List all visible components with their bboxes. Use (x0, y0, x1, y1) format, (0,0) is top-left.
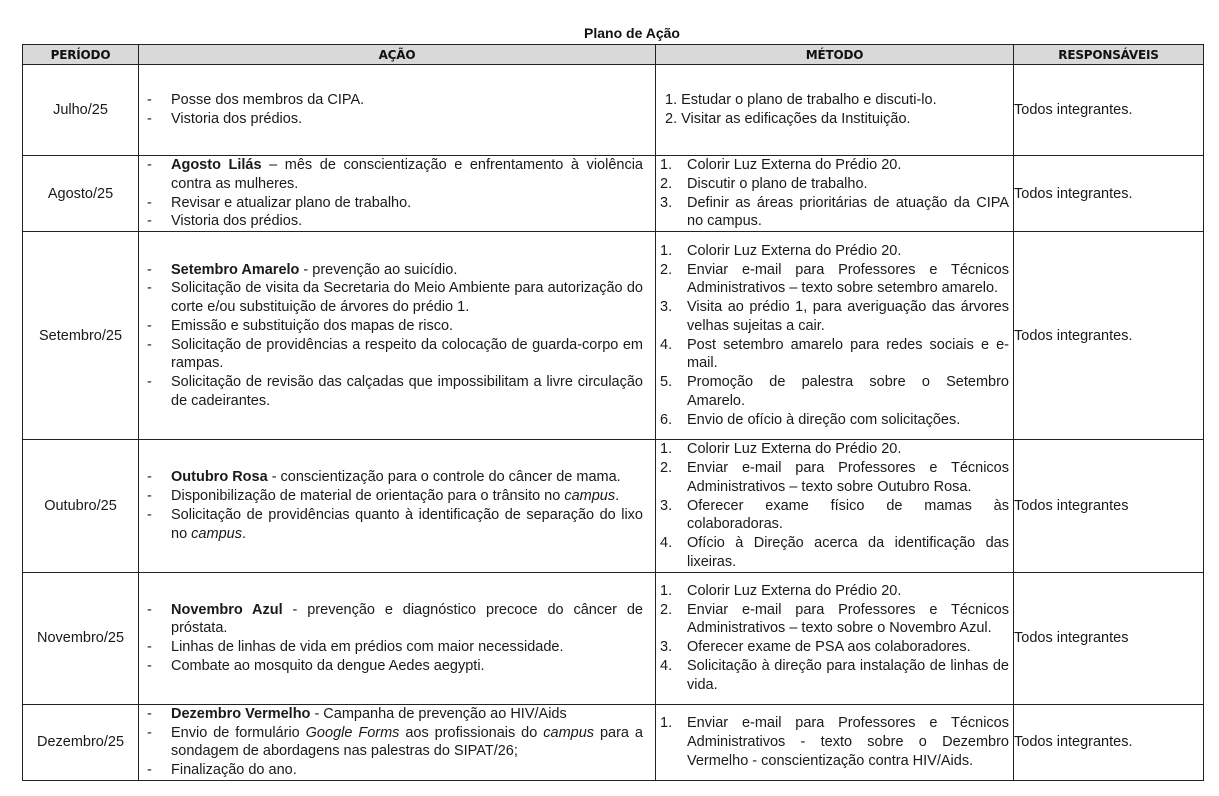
method-item (659, 373, 1009, 411)
action-text: - Campanha de prevenção ao HIV/Aids (310, 705, 567, 722)
period-cell: Novembro/25 (23, 572, 139, 704)
responsible-cell: Todos integrantes. (1014, 232, 1204, 440)
method-number: 2. (660, 459, 673, 476)
table-row (23, 65, 1204, 156)
method-text: Solicitação à direção para instalação de linhas de vida. (687, 658, 1009, 693)
method-list (656, 91, 1013, 129)
header-acao: AÇÃO (139, 45, 656, 65)
method-list (656, 714, 1013, 770)
method-text: Enviar e-mail para Professores e Técnicos Administrativos – texto sobre o Novembro Azul. (687, 601, 1009, 637)
action-item (143, 336, 643, 374)
action-text: Finalização do ano. (171, 762, 297, 779)
dash-bullet-icon: - (147, 111, 152, 127)
method-text: Post setembro amarelo para redes sociais e e-mail. (687, 336, 1009, 372)
dash-bullet-icon: - (147, 705, 152, 722)
method-item (659, 459, 1009, 497)
table-row (23, 232, 1204, 440)
responsible-cell: Todos integrantes. (1014, 65, 1204, 156)
action-item (143, 601, 643, 639)
action-item (143, 705, 643, 724)
action-item (143, 194, 643, 213)
responsible-cell: Todos integrantes (1014, 572, 1204, 704)
dash-bullet-icon: - (147, 488, 152, 505)
method-item (659, 194, 1009, 232)
responsible-cell: Todos integrantes (1014, 440, 1204, 573)
method-text: Enviar e-mail para Professores e Técnicos Administrativos – texto sobre setembro amarelo. (687, 261, 1009, 297)
method-text: Definir as áreas prioritárias de atuação da CIPA no campus. (687, 194, 1009, 230)
action-list (139, 261, 655, 411)
campaign-name: Outubro Rosa (171, 469, 268, 486)
action-text-tail: aos profissionais do (399, 724, 544, 741)
method-text: Envio de ofício à direção com solicitações. (687, 411, 961, 428)
action-text: Vistoria dos prédios. (171, 213, 303, 230)
action-text: Revisar e atualizar plano de trabalho. (171, 194, 412, 211)
action-text: Posse dos membros da CIPA. (171, 92, 365, 109)
method-text: Visita ao prédio 1, para averiguação das árvores velhas sujeitas a cair. (687, 299, 1009, 334)
action-text: Solicitação de providências quanto à identificação de separação do lixo no (171, 506, 643, 542)
campaign-name: Novembro Azul (171, 601, 283, 618)
responsible-cell: Todos integrantes. (1014, 156, 1204, 232)
method-text: Estudar o plano de trabalho e discuti-lo. (681, 92, 937, 109)
header-metodo: MÉTODO (656, 45, 1014, 65)
action-text: - prevenção e diagnóstico precoce do câncer de próstata. (171, 601, 643, 637)
method-item (659, 298, 1009, 336)
method-text: Enviar e-mail para Professores e Técnicos Administrativos - texto sobre o Dezembro Vermelho - conscientização contra HIV/Aids. (687, 715, 1009, 769)
action-cell (139, 704, 656, 780)
action-text-tail: . (615, 488, 620, 505)
table-row (23, 156, 1204, 232)
action-plan-table (22, 44, 1204, 781)
method-list (656, 440, 1013, 572)
method-number: 1. (665, 92, 678, 109)
table-row (23, 440, 1204, 573)
period-cell: Julho/25 (23, 65, 139, 156)
dash-bullet-icon: - (147, 194, 152, 211)
dash-bullet-icon: - (147, 213, 152, 230)
action-item (143, 761, 643, 780)
method-text: Enviar e-mail para Professores e Técnicos Administrativos – texto sobre Outubro Rosa. (687, 459, 1009, 495)
method-item (659, 242, 1009, 261)
action-italic-term: campus (543, 724, 595, 741)
method-cell (656, 65, 1014, 156)
dash-bullet-icon: - (147, 92, 152, 109)
method-number: 4. (660, 336, 673, 353)
action-text: Combate ao mosquito da dengue Aedes aegypti. (171, 658, 485, 675)
action-italic-term: Google Forms (305, 724, 400, 741)
action-text: - prevenção ao suicídio. (299, 261, 458, 278)
dash-bullet-icon: - (147, 317, 152, 334)
method-text: Ofício à Direção acerca da identificação das lixeiras. (687, 535, 1009, 570)
method-item (665, 91, 1013, 110)
method-item (659, 411, 1009, 430)
method-item (659, 714, 1009, 770)
method-cell (656, 704, 1014, 780)
action-cell (139, 156, 656, 232)
action-item (143, 638, 643, 657)
action-text: Envio de formulário (171, 724, 306, 741)
action-item (143, 373, 643, 411)
method-number: 3. (660, 497, 673, 514)
action-italic-term: campus (191, 525, 242, 542)
header-periodo: PERÍODO (23, 45, 139, 65)
method-text: Promoção de palestra sobre o Setembro Amarelo. (687, 374, 1009, 410)
table-header-row (23, 45, 1204, 65)
document-title: Plano de Ação (584, 25, 680, 41)
method-text: Visitar as edificações da Instituição. (681, 111, 911, 127)
dash-bullet-icon: - (147, 261, 152, 278)
method-cell (656, 572, 1014, 704)
dash-bullet-icon: - (147, 469, 152, 486)
method-number: 3. (660, 194, 673, 211)
action-text: Disponibilização de material de orientação para o trânsito no (171, 488, 565, 505)
method-item (659, 534, 1009, 572)
period-cell: Agosto/25 (23, 156, 139, 232)
dash-bullet-icon: - (147, 280, 152, 297)
method-number: 2. (665, 111, 678, 127)
method-cell (656, 232, 1014, 440)
action-text: - conscientização para o controle do câncer de mama. (267, 469, 621, 486)
action-text: Emissão e substituição dos mapas de risco. (171, 317, 454, 334)
campaign-name: Agosto Lilás (171, 157, 262, 173)
method-number: 2. (660, 261, 673, 278)
period-cell: Outubro/25 (23, 440, 139, 573)
action-item (143, 91, 643, 110)
action-item (143, 261, 643, 280)
dash-bullet-icon: - (147, 374, 152, 391)
method-text: Oferecer exame físico de mamas às colaboradoras. (687, 497, 1009, 533)
table-row (23, 572, 1204, 704)
method-list (656, 156, 1013, 231)
period-cell: Dezembro/25 (23, 704, 139, 780)
method-number: 6. (660, 411, 673, 428)
action-item (143, 487, 643, 506)
method-text: Colorir Luz Externa do Prédio 20. (687, 157, 902, 173)
action-cell (139, 232, 656, 440)
dash-bullet-icon: - (147, 762, 152, 779)
method-item (665, 110, 1013, 129)
method-number: 4. (660, 535, 673, 552)
action-item (143, 468, 643, 487)
action-item (143, 657, 643, 676)
action-text: Linhas de linhas de vida em prédios com maior necessidade. (171, 639, 564, 656)
method-text: Colorir Luz Externa do Prédio 20. (687, 242, 902, 259)
action-cell (139, 65, 656, 156)
method-text: Discutir o plano de trabalho. (687, 175, 868, 192)
action-cell (139, 572, 656, 704)
method-item (659, 657, 1009, 695)
period-cell: Setembro/25 (23, 232, 139, 440)
method-number: 2. (660, 175, 673, 192)
action-list (139, 156, 655, 231)
method-list (656, 242, 1013, 430)
method-number: 4. (660, 658, 673, 675)
dash-bullet-icon: - (147, 157, 152, 173)
method-number: 1. (660, 441, 673, 458)
action-list (139, 468, 655, 543)
action-item (143, 212, 643, 231)
responsible-cell: Todos integrantes. (1014, 704, 1204, 780)
dash-bullet-icon: - (147, 639, 152, 656)
method-list (656, 582, 1013, 695)
action-list (139, 601, 655, 676)
dash-bullet-icon: - (147, 506, 152, 523)
campaign-name: Setembro Amarelo (171, 261, 300, 278)
action-item (143, 724, 643, 762)
action-item (143, 156, 643, 194)
action-cell (139, 440, 656, 573)
method-cell (656, 440, 1014, 573)
action-text: Vistoria dos prédios. (171, 111, 303, 127)
action-list (139, 91, 655, 129)
action-text-tail: para a sondagem de abordagens nas palestras do SIPAT/26; (171, 724, 643, 760)
method-item (659, 336, 1009, 374)
action-item (143, 317, 643, 336)
dash-bullet-icon: - (147, 336, 152, 353)
method-item (659, 440, 1009, 459)
method-number: 1. (660, 242, 673, 259)
table-row (23, 704, 1204, 780)
method-text: Colorir Luz Externa do Prédio 20. (687, 441, 902, 458)
dash-bullet-icon: - (147, 658, 152, 675)
method-item (659, 582, 1009, 601)
header-responsaveis: RESPONSÁVEIS (1014, 45, 1204, 65)
campaign-name: Dezembro Vermelho (171, 705, 311, 722)
method-number: 1. (660, 157, 673, 173)
dash-bullet-icon: - (147, 724, 152, 741)
action-text: – mês de conscientização e enfrentamento à violência contra as mulheres. (171, 157, 643, 192)
method-number: 3. (660, 639, 673, 656)
action-item (143, 279, 643, 317)
method-text: Oferecer exame de PSA aos colaboradores. (687, 639, 971, 656)
method-cell (656, 156, 1014, 232)
dash-bullet-icon: - (147, 601, 152, 618)
action-text: Solicitação de revisão das calçadas que impossibilitam a livre circulação de cadeirantes. (171, 374, 643, 410)
method-text: Colorir Luz Externa do Prédio 20. (687, 582, 902, 599)
method-number: 1. (660, 715, 673, 732)
action-item (143, 110, 643, 129)
method-number: 2. (660, 601, 673, 618)
action-italic-term: campus (564, 488, 616, 505)
method-number: 1. (660, 582, 673, 599)
method-item (659, 497, 1009, 535)
method-item (659, 261, 1009, 299)
method-number: 3. (660, 299, 673, 316)
method-item (659, 638, 1009, 657)
method-number: 5. (660, 374, 673, 391)
method-item (659, 156, 1009, 175)
method-item (659, 175, 1009, 194)
action-list (139, 705, 655, 780)
method-item (659, 601, 1009, 639)
action-item (143, 506, 643, 544)
action-text-tail: . (241, 525, 246, 542)
action-text: Solicitação de visita da Secretaria do Meio Ambiente para autorização do corte e/ou substituição de árvores do prédio 1. (171, 280, 643, 316)
action-text: Solicitação de providências a respeito da colocação de guarda-corpo em rampas. (171, 336, 643, 372)
